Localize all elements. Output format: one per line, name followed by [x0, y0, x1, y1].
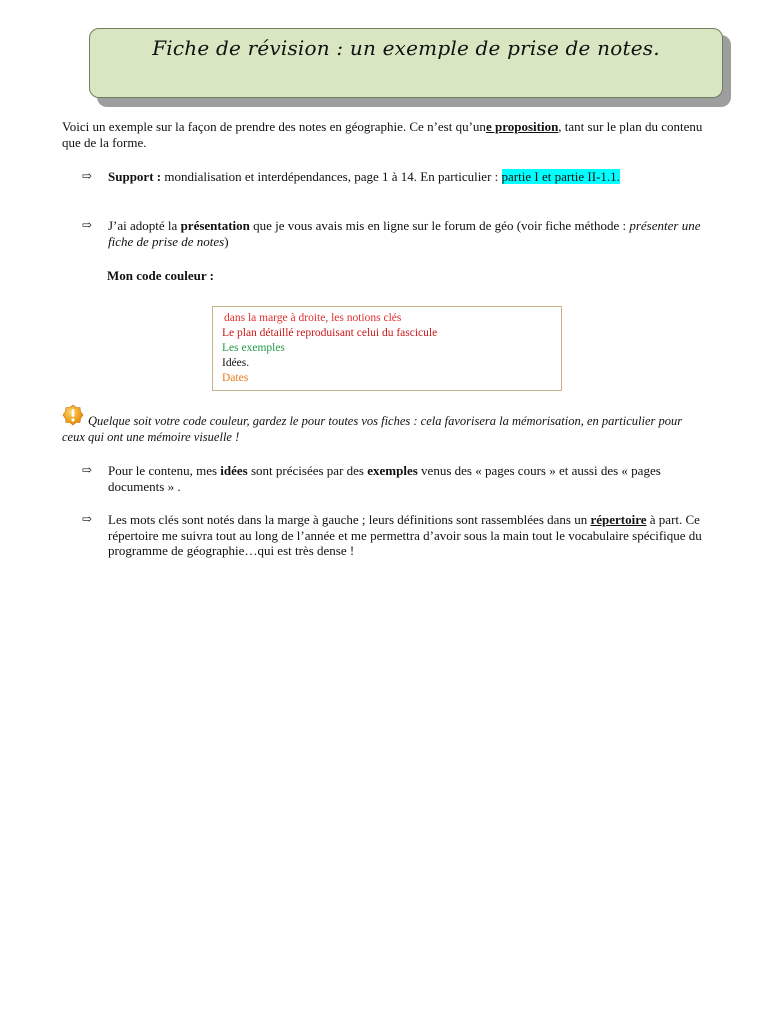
support-highlight: partie I et partie II-1.1.	[501, 169, 620, 184]
arrow-icon: ⇨	[82, 218, 93, 232]
legend-item: Le plan détaillé reproduisant celui du fascicule	[222, 327, 438, 339]
presentation-text-3: )	[224, 233, 229, 249]
arrow-icon: ⇨	[82, 512, 93, 526]
intro-text-1: Voici un exemple sur la façon de prendre des notes en géographie. Ce n’est qu’un	[62, 119, 486, 134]
presentation-bold: présentation	[180, 218, 250, 233]
legend-item: Les exemples	[222, 342, 285, 354]
color-code-heading: Mon code couleur :	[107, 268, 214, 283]
title-box	[89, 28, 723, 98]
arrow-icon: ⇨	[82, 169, 93, 183]
legend-item: Dates	[222, 372, 249, 384]
mots-cles-text-1: Les mots clés sont notés dans la marge à gauche ; leurs définitions sont rassemblées dans un	[108, 512, 591, 527]
intro-text-2: , tant sur le plan du contenu que de la forme.	[62, 119, 703, 150]
bullet-contenu	[82, 463, 712, 494]
intro-paragraph	[62, 119, 712, 150]
mots-cles-repertoire: répertoire	[590, 512, 647, 527]
page-title: Fiche de révision : un exemple de prise de notes.	[152, 36, 660, 60]
contenu-text-3: venus des « pages cours » et aussi des « pages documents » .	[108, 463, 661, 494]
bullet-mots-cles	[82, 512, 712, 559]
bullet-presentation	[82, 218, 702, 249]
arrow-icon: ⇨	[82, 463, 93, 477]
presentation-text-2: que je vous avais mis en ligne sur le forum de géo (voir fiche méthode :	[249, 218, 630, 233]
legend-item: dans la marge à droite, les notions clés	[224, 312, 402, 324]
contenu-bold-idees: idées	[220, 463, 248, 478]
legend-item: Idées.	[222, 357, 250, 369]
bullet-support	[82, 169, 702, 185]
presentation-text-1: J’ai adopté la	[108, 218, 181, 233]
support-text: mondialisation et interdépendances, page 1 à 14. En particulier :	[161, 169, 502, 184]
contenu-bold-exemples: exemples	[367, 463, 418, 478]
color-legend-box	[212, 306, 562, 391]
contenu-text-1: Pour le contenu, mes	[108, 463, 221, 478]
intro-underlined: e proposition	[485, 119, 559, 134]
contenu-text-2: sont précisées par des	[247, 463, 368, 478]
mots-cles-text-2: à part. Ce répertoire me suivra tout au long de l’année et me permettra d’avoir sous la main tout le vocabulaire spécifique du programme de géographie…qui est très dense !	[108, 512, 702, 558]
support-label: Support :	[108, 169, 162, 184]
presentation-italic: présenter une fiche de prise de notes	[108, 218, 701, 249]
warning-text: Quelque soit votre code couleur, gardez le pour toutes vos fiches : cela favorisera la mémorisation, en particulier pour ceux qui ont une mémoire visuelle !	[62, 414, 683, 444]
